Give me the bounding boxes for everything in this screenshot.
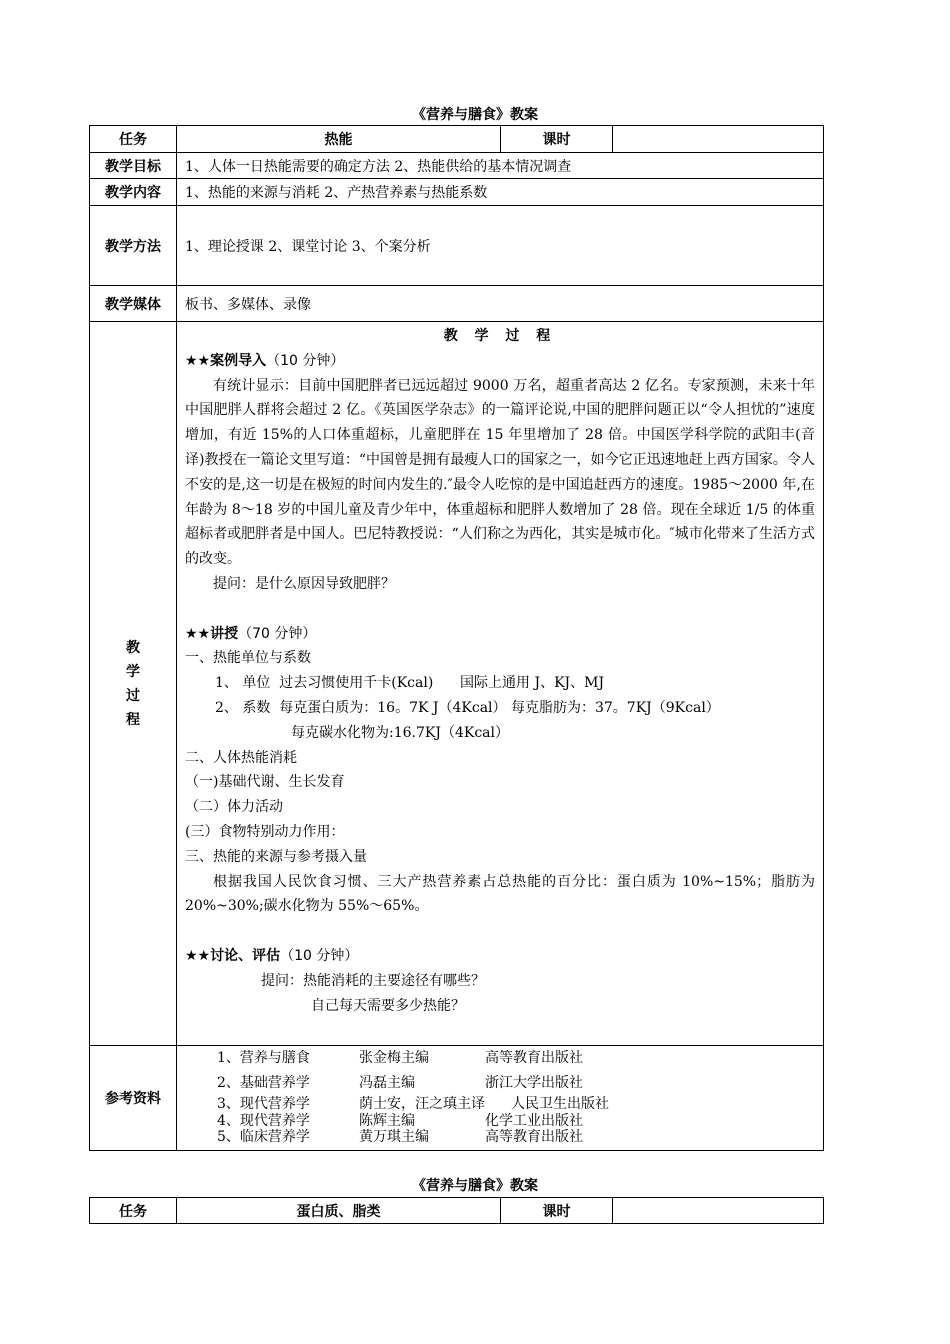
- section-2-2: （二）体力活动: [185, 799, 283, 816]
- ref-author: 陈辉主编: [359, 1112, 415, 1129]
- ref-author: 黄万琪主编: [359, 1129, 429, 1145]
- section-1-2: 2、 系数 每克蛋白质为：16。7K J（4Kcal） 每克脂肪为：37。7KJ（9Kcal）: [215, 699, 720, 716]
- hours-label: 课时: [501, 1198, 613, 1224]
- discuss-question-1: 提问：热能消耗的主要途径有哪些？: [261, 972, 485, 989]
- discuss-title: ★★讨论、评估: [185, 947, 281, 964]
- section-3-text: 根据我国人民饮食习惯、三大产热营养素占总热能的百分比：蛋白质为 10%~15%；脂肪为 20%~30%;碳水化物为 55%～65%。: [185, 873, 815, 915]
- media-value: 板书、多媒体、录像: [177, 286, 824, 322]
- process-content: [177, 322, 824, 1046]
- section-2-1: （一)基础代谢、生长发育: [185, 774, 345, 791]
- ref-item: [217, 1129, 823, 1146]
- discuss-question-2: 自己每天需要多少热能？: [311, 997, 465, 1014]
- goal-label: 教学目标: [90, 153, 177, 179]
- ref-publisher: 高等教育出版社: [485, 1050, 583, 1066]
- section-1-1: 1、 单位 过去习惯使用千卡(Kcal) 国际上通用 J、KJ、MJ: [215, 675, 605, 692]
- goal-row: [90, 153, 824, 179]
- content-value: 1、热能的来源与消耗 2、产热营养素与热能系数: [177, 179, 824, 206]
- discuss-time: （10 分钟）: [280, 947, 359, 964]
- section-1-3: 每克碳水化物为:16.7KJ（4Kcal）: [291, 724, 509, 741]
- media-row: [90, 286, 824, 322]
- content-row: [90, 179, 824, 206]
- ref-item: [217, 1113, 823, 1130]
- process-label-char: 程: [126, 711, 140, 728]
- process-row: [90, 322, 824, 1046]
- ref-item: [217, 1075, 823, 1092]
- ref-publisher: 高等教育出版社: [485, 1129, 583, 1145]
- ref-item: [217, 1096, 823, 1113]
- refs-list: [177, 1046, 824, 1151]
- ref-publisher: 浙江大学出版社: [485, 1074, 583, 1091]
- task-label: 任务: [90, 1198, 177, 1224]
- spacer: [185, 919, 815, 944]
- ref-author: 张金梅主编: [359, 1050, 429, 1066]
- lesson1-table: [89, 125, 824, 1151]
- case-heading: [185, 349, 815, 374]
- process-label-char: 学: [126, 663, 140, 680]
- process-heading: 教 学 过 程: [443, 328, 557, 344]
- lesson2-title: 《营养与膳食》教案: [412, 1178, 538, 1194]
- task-value: 蛋白质、脂类: [177, 1198, 501, 1224]
- task-value: 热能: [177, 126, 501, 153]
- content-label: 教学内容: [90, 179, 177, 206]
- ref-title: 2、基础营养学: [217, 1074, 310, 1091]
- ref-publisher: 人民卫生出版社: [511, 1096, 609, 1112]
- method-label: 教学方法: [90, 206, 177, 286]
- ref-author: 荫士安，汪之瑱主译: [359, 1096, 485, 1112]
- discuss-heading: [185, 944, 815, 969]
- case-title: ★★案例导入: [185, 352, 267, 369]
- refs-label: 参考资料: [90, 1046, 177, 1151]
- lesson1-title: 《营养与膳食》教案: [412, 107, 538, 123]
- hours-label: 课时: [501, 126, 613, 153]
- section-1: 一、热能单位与系数: [185, 650, 311, 667]
- ref-item: [217, 1050, 823, 1067]
- refs-row: [90, 1046, 824, 1151]
- lecture-time: （70 分钟）: [238, 625, 317, 642]
- method-row: [90, 206, 824, 286]
- lecture-heading: [185, 622, 815, 647]
- method-value: 1、理论授课 2、课堂讨论 3、个案分析: [177, 206, 824, 286]
- ref-title: 3、现代营养学: [217, 1096, 310, 1112]
- task-label: 任务: [90, 126, 177, 153]
- goal-value: 1、人体一日热能需要的确定方法 2、热能供给的基本情况调查: [177, 153, 824, 179]
- task-row: [90, 1198, 824, 1224]
- process-label-char: 过: [126, 687, 140, 704]
- process-label-char: 教: [126, 639, 140, 656]
- case-text: 有统计显示：目前中国肥胖者已远远超过 9000 万名，超重者高达 2 亿名。专家预测，未来十年中国肥胖人群将会超过 2 亿。《英国医学杂志》的一篇评论说,中国的肥胖问题正以“令人担忧的”速度增加，有近 15%的人口体重超标，儿童肥胖在 15 年里增加了 28 倍。中国医学科学院的武阳丰(音译)教授在一篇论文里写道：“中国曾是拥有最瘦人口的国家之一，如今它正迅速地赶上西方国家。令人不安的是,这一切是在极短的时间内发生的.″最令人吃惊的是中国追赶西方的速度。1985～2000 年,在年龄为 8～18 岁的中国儿童及青少年中，体重超标和肥胖人数增加了 28 倍。现在全球近 1/5 的体重超标者或肥胖者是中国人。巴尼特教授说：“人们称之为西化，其实是城市化。″城市化带来了生活方式的改变。: [185, 377, 815, 568]
- spacer: [185, 597, 815, 622]
- section-2: 二、人体热能消耗: [185, 749, 297, 766]
- process-label: [90, 322, 177, 1046]
- case-time: （10 分钟）: [266, 352, 345, 369]
- ref-publisher: 化学工业出版社: [485, 1112, 583, 1129]
- lesson2-table: [89, 1197, 824, 1224]
- ref-title: 1、营养与膳食: [217, 1050, 310, 1066]
- ref-title: 5、临床营养学: [217, 1129, 310, 1145]
- ref-author: 冯磊主编: [359, 1074, 415, 1091]
- case-question: 提问：是什么原因导致肥胖？: [213, 575, 395, 592]
- media-label: 教学媒体: [90, 286, 177, 322]
- lecture-title: ★★讲授: [185, 625, 239, 642]
- ref-title: 4、现代营养学: [217, 1112, 310, 1129]
- section-2-3: (三）食物特别动力作用：: [185, 823, 345, 840]
- hours-value: [613, 1198, 824, 1224]
- hours-value: [613, 126, 824, 153]
- task-row: [90, 126, 824, 153]
- section-3: 三、热能的来源与参考摄入量: [185, 848, 367, 865]
